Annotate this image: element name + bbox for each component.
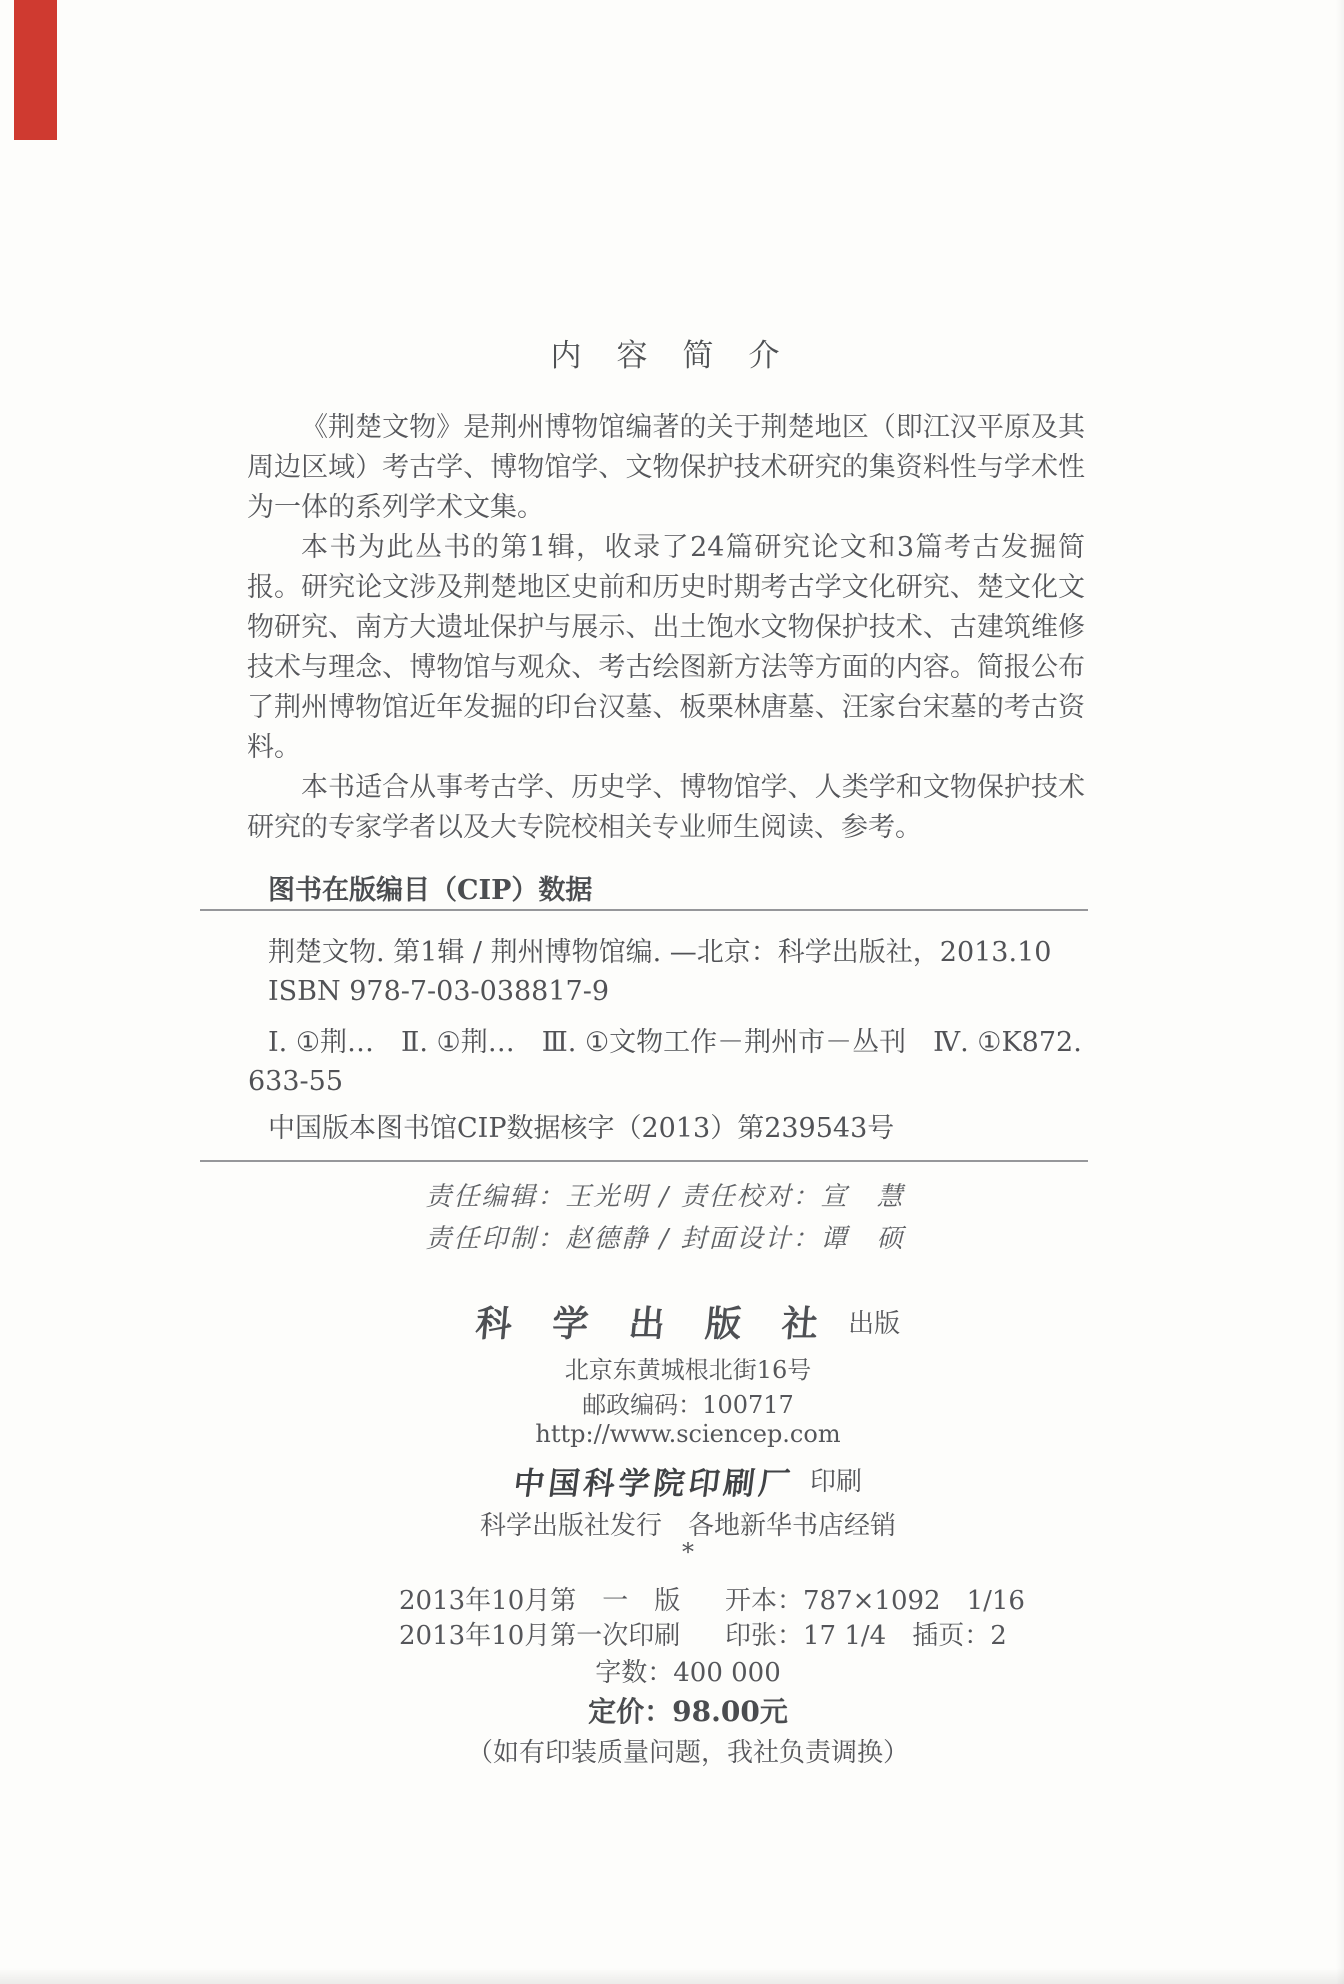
cip-record-number: 中国版本图书馆CIP数据核字（2013）第239543号: [268, 1113, 895, 1144]
cip-bottom-rule: [200, 1160, 1088, 1162]
word-count: 字数：400 000: [595, 1658, 781, 1688]
publisher-postcode: 邮政编码：100717: [582, 1391, 794, 1419]
cip-top-rule: [200, 909, 1088, 911]
printing-date: 2013年10月第一次印刷: [399, 1621, 681, 1651]
cip-classification-line1: Ⅰ. ①荆… Ⅱ. ①荆… Ⅲ. ①文物工作－荆州市－丛刊 Ⅳ. ①K872.: [268, 1027, 1082, 1058]
quality-note: （如有印装质量问题，我社负责调换）: [466, 1738, 909, 1768]
edition-row-1: [270, 1580, 1106, 1617]
divider-star: *: [682, 1538, 694, 1566]
intro-paragraph: 本书适合从事考古学、历史学、博物馆学、人类学和文物保护技术研究的专家学者以及大专院校相关专业师生阅读、参考。: [247, 772, 1085, 843]
scan-red-edge-artifact: [14, 0, 57, 140]
cip-entry-line: 荆楚文物. 第1辑 / 荆州博物馆编. —北京：科学出版社，2013.10: [268, 937, 1052, 968]
isbn-number: ISBN 978-7-03-038817-9: [268, 976, 610, 1007]
staff-printing-line: 责任印制：赵德静 / 封面设计：谭 硕: [425, 1224, 905, 1254]
cip-classification-line2: 633-55: [248, 1066, 344, 1097]
content-introduction: [247, 408, 1085, 848]
sheets-spec: 印张：17 1/4 插页：2: [725, 1621, 1007, 1651]
price: 定价：98.00元: [588, 1695, 788, 1728]
page-title: 内 容 简 介: [550, 338, 782, 374]
publisher-name-suffix: 出版: [848, 1309, 901, 1339]
intro-paragraph: 《荆楚文物》是荆州博物馆编著的关于荆楚地区（即江汉平原及其周边区域）考古学、博物馆学、文物保护技术研究的集资料性与学术性为一体的系列学术文集。: [247, 412, 1085, 523]
format-spec: 开本：787×1092 1/16: [725, 1586, 1025, 1616]
publisher-address: 北京东黄城根北街16号: [564, 1356, 812, 1384]
intro-paragraph: 本书为此丛书的第1辑，收录了24篇研究论文和3篇考古发掘简报。研究论文涉及荆楚地区史前和历史时期考古学文化研究、楚文化文物研究、南方大遗址保护与展示、出土饱水文物保护技术、古建筑维修技术与理念、博物馆与观众、考古绘图新方法等方面的内容。简报公布了荆州博物馆近年发掘的印台汉墓、板栗林唐墓、汪家台宋墓的考古资料。: [247, 532, 1085, 763]
scan-bottom-edge: [0, 1968, 1344, 1984]
publisher-logo-text: 科 学 出 版 社: [473, 1303, 834, 1345]
publisher-name-line: [270, 1296, 1106, 1347]
edition-row-2: [270, 1615, 1106, 1652]
edition-date: 2013年10月第 一 版: [399, 1586, 681, 1616]
printer-line: [270, 1458, 1106, 1503]
scan-right-edge: [1336, 0, 1344, 1984]
printer-logo-text: 中国科学院印刷厂: [511, 1466, 796, 1502]
printer-suffix: 印刷: [809, 1467, 862, 1497]
publisher-website: http://www.sciencep.com: [535, 1420, 841, 1448]
staff-editors-line: 责任编辑：王光明 / 责任校对：宣 慧: [425, 1182, 905, 1212]
distribution-line: 科学出版社发行 各地新华书店经销: [479, 1511, 896, 1541]
cip-header: 图书在版编目（CIP）数据: [268, 875, 593, 906]
